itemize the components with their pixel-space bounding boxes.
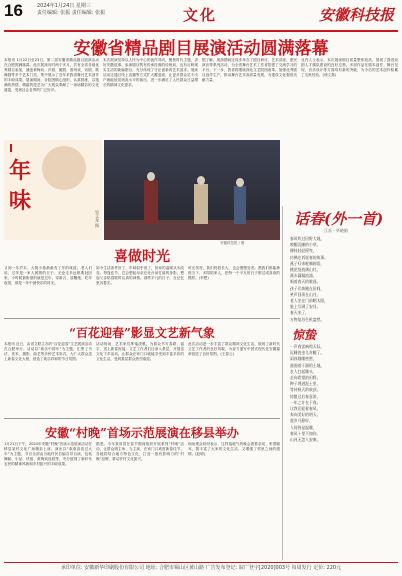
feature-column-1: 又到一年岁末，大街小巷渐渐有了年的味道。老人们说，过年是一家人团圆的日子，无论走多远都要赶回家。小时候最盼望的就是过年，穿新衣、放鞭炮、吃年夜饭，那是一年中最快乐的时光。 [4, 266, 92, 285]
poem-line: 老人坐在门前晒太阳， [290, 298, 328, 304]
lead-column-3: 据了解，展演期间还同步举办了剧目研讨、艺术讲座、惠民演出等系列活动，为全省舞台艺术工作者搭建了交流学习的平台。下一步，我省将继续深化文艺院团改革，加强优秀剧目创作生产，推动舞台艺术高质量发展，为建设文化强省贡献力量。 [202, 58, 297, 82]
poem-line: 唤醒沉睡的小草。 [290, 242, 321, 248]
divider [4, 318, 280, 319]
date-line: 2024年1月24日 星期三 [37, 3, 91, 9]
feature-column-2: 如今生活条件好了，年味似乎淡了，但家的温暖从未改变。每逢佳节，总会想起母亲在灶台前忙碌的身影，想起父亲贴春联时认真的神情。那些平凡的日子，在记忆里闪着光。 [96, 266, 184, 285]
story2-title: “百花迎春”影显文艺新气象 [69, 326, 215, 340]
main-headline: 安徽省精品剧目展演活动圆满落幕 [73, 39, 329, 59]
performer-head [197, 176, 205, 185]
poetry-sidebar [284, 208, 398, 558]
performer-head [236, 178, 244, 187]
poem-line: 仿佛在诉说春的故事。 [290, 254, 328, 260]
poem-line: 奔向美好的明天。 [290, 412, 321, 418]
decorative-circle [42, 146, 86, 190]
poem-line: 等待秋天的收获。 [290, 387, 321, 393]
poem-line: 春风吹过田野大地， [290, 236, 325, 241]
story2-column-3: 此次活动进一步丰富了群众精神文化生活，展现了新时代文艺工作者的良好风貌，为奋力谱写中国式现代化安徽篇章营造了良好氛围。(王春云) [188, 342, 280, 356]
nianwei-char-2: 味 [9, 188, 32, 214]
newspaper-logo: 安徽科技报 [318, 6, 394, 24]
poem-line: 一年之计在于春。 [290, 399, 321, 405]
poem-line: 燕子归来呢喃细语， [290, 260, 325, 266]
poem-line: 惊蛰过后春意浓， [290, 393, 321, 399]
poem-line: 柳枝轻轻摇曳， [290, 248, 317, 254]
feature-title: 喜做时光 [114, 249, 170, 265]
sidebar-author: 江苏 · 华晓娟 [324, 228, 348, 233]
poem-line: 让我们迎着春风， [290, 406, 321, 412]
poem-line: 雨丝细细密密， [290, 356, 317, 362]
lead-column-1: 本报讯 1月22日至23日，第二届安徽省精品剧目展演活动在合肥圆满落幕。此次展演历时两个多月，共有全省各地优秀剧目参加，涵盖黄梅戏、庐剧、徽剧、泗州戏、话剧、歌舞剧等多个艺术门类，集中展示了近年来我省舞台艺术创作的丰硕成果。展演期间，各院团精心组织、认真排练，以饱满的热情、精湛的技艺为广大观众奉献了一场场精彩的文化盛宴，受到社会各界的广泛好评。 [4, 58, 99, 92]
story2-column-1: 本报讯 近日，由省文联主办的“百花迎春”文艺展演活动在合肥举行。活动以“欢乐中国年”为主题，汇集了书法、美术、摄影、曲艺等多种艺术形式，为广大群众送上新春文化大餐，营造了欢乐祥和的节日氛围。 [4, 342, 92, 361]
poem-line: 山河无恙人安康。 [290, 437, 321, 443]
poem-line: 春天来了， [290, 310, 309, 316]
masthead-meta [37, 3, 105, 17]
poem-line: 脸上写满了安详。 [290, 304, 321, 310]
poem-line: 溪水潺潺流淌， [290, 273, 317, 279]
poem-line: 笑声回荡在山谷。 [290, 291, 321, 297]
page-footer: 承印单位: 安徽新华印刷股份有限公司 地址: 合肥市蜀山区黄山路 广告发布登记: 皖广登字[2020]003号 每周发行 定价: 220元 [4, 562, 398, 574]
photo-caption: 安徽科技报 / 图 [220, 241, 245, 245]
poem-line: 滋润着干涸的土地。 [290, 362, 325, 368]
feature-column-3: 时光匆匆，我们终将长大，也会慢慢变老。愿我们都能珍惜当下，多陪陪家人，把每一个平凡的日子都过成喜欢的模样。(李想) [188, 266, 280, 280]
performer-head [147, 172, 155, 181]
lead-column-4: 业内人士表示，本次展演剧目质量整体较高，展现了我省戏剧人才梯队建设的良好态势。多部作品在剧本创作、舞台呈现、音乐设计等方面均有新的突破，为今后的艺术创作积累了宝贵经验。(徐文燕) [301, 58, 398, 77]
editor-line: 责任编辑: 张振 责任编辑: 张振 [37, 10, 106, 16]
poem-line: 农人扛起锄头， [290, 368, 317, 374]
performer-figure [144, 180, 158, 224]
divider [4, 418, 280, 419]
story3-column-2: 据悉，今年我省将在春节期间组织开展系列“村晚”活动，让群众唱主角、当主演，在家门口欢度新春佳节。各地将结合地方特色文化，打造一批有影响力的“村晚”品牌，推动乡村文化振兴。 [96, 442, 184, 461]
stage-photo [104, 140, 280, 240]
red-accent-mark [10, 144, 12, 152]
nianwei-illustration [4, 140, 102, 240]
poem-2-title: 惊蛰 [292, 328, 317, 342]
poem-line: 愿岁月静好， [290, 418, 313, 424]
poem-line: 唱着春天的歌谣。 [290, 279, 321, 285]
page-number: 16 [4, 1, 23, 20]
nianwei-char-1: 年 [9, 158, 32, 184]
sidebar-divider [282, 206, 283, 560]
poem-line: 春风十里不如你， [290, 430, 321, 436]
poem-line: 种子埋进泥土里， [290, 381, 321, 387]
lead-column-2: 本次展演坚持以人民为中心的创作导向，聚焦时代主题，讲好安徽故事。参演剧目既有传承经典的传统戏，也有反映现实生活的新编剧目，充分体现了守正创新的艺术追求。展演活动还通过线上直播等方式扩大覆盖面，让更多群众足不出户就能欣赏到高水平的演出，进一步满足了人民群众日益增长的精神文化需求。 [103, 58, 198, 87]
masthead [0, 0, 402, 32]
masthead-rule [4, 30, 398, 32]
poem-line: 走向希望的田野。 [290, 375, 321, 381]
illustration-credit: 吴文龙 摄 [95, 210, 100, 228]
performer-figure [234, 186, 246, 224]
story3-title: 安徽“村晚”首场示范展演在移县举办 [45, 426, 239, 440]
stage-floor [104, 220, 280, 240]
story3-column-1: 1月21日下午，2024年安徽“村晚”首场示范展演活动在移县某村文化广场精彩上演。演出以“欢欢喜喜过大年”为主题，节目全部由当地村民自编自导自演，包括舞蹈、小品、快板、黄梅戏选段等，充分展现了新时代农民的精神风貌和乡村振兴的丰硕成果。 [4, 442, 92, 466]
performer-figure [194, 184, 208, 224]
sidebar-title: 话春(外一首) [294, 210, 384, 228]
story3-column-3: 现场观众纷纷表示，这样接地气的晚会看着亲切、听着顺耳，既丰富了大家的文化生活，又增强了邻里之间的感情。(赵明) [188, 442, 280, 456]
story2-column-2: 活动现场，艺术家们挥毫泼墨，为群众书写春联、福字，送上新春祝福。文艺工作者们还深入基层，开展送文化下乡活动，让群众在家门口就能享受到丰富多彩的文化生活，受到基层群众热烈欢迎。 [96, 342, 184, 361]
poem-line: 一声春雷响彻天际， [290, 344, 325, 349]
poem-line: 人间皆是温暖。 [290, 424, 317, 430]
section-title: 文化 [183, 6, 218, 24]
poem-line: 万物复苏生机盎然。 [290, 316, 325, 322]
poem-line: 孩子们奔跑在田间， [290, 285, 325, 291]
poem-line: 桃花绽放满山红。 [290, 267, 321, 273]
poem-line: 沉睡的虫儿苏醒了。 [290, 350, 325, 356]
poem-2 [290, 344, 394, 443]
poem-1 [290, 236, 394, 323]
